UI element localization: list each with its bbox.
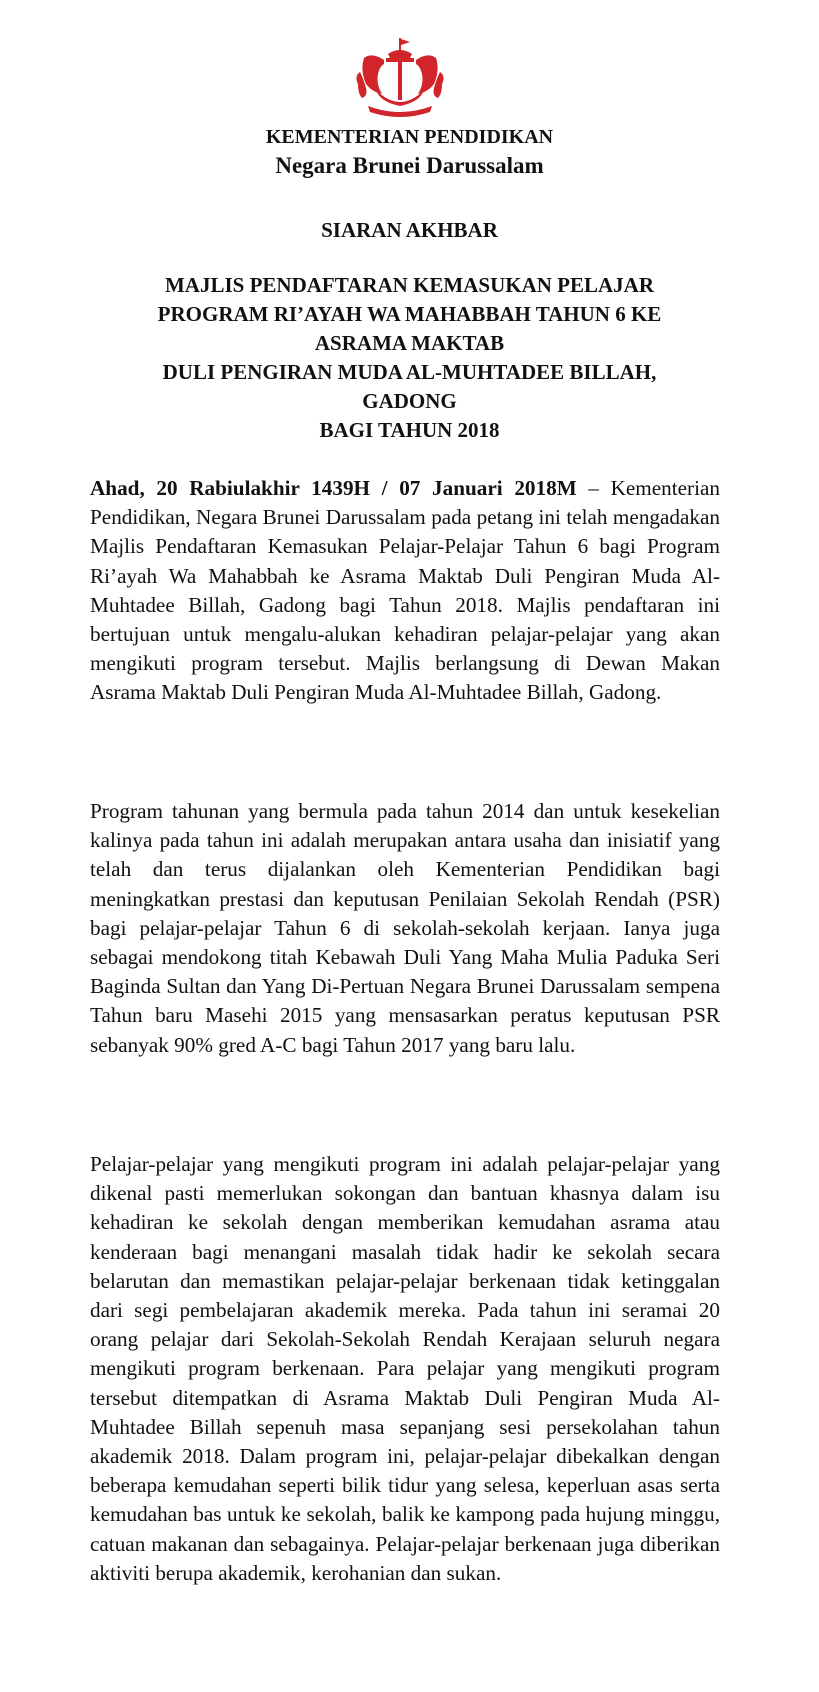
country-name: Negara Brunei Darussalam — [275, 153, 544, 178]
ministry-name: KEMENTERIAN PENDIDIKAN — [265, 126, 554, 148]
paragraph-3: Pelajar-pelajar yang mengikuti program ini adalah pelajar-pelajar yang dikenal pasti memerlukan sokongan dan bantuan khasnya dalam isu kehadiran ke sekolah dengan memberikan kemudahan asrama atau kenderaan bagi menangani masalah tidak hadir ke sekolah secara belarutan dan memastikan pelajar-pelajar berkenaan tidak ketinggalan dari segi pembelajaran akademik mereka. Pada tahun ini seramai 20 orang pelajar dari Sekolah-Sekolah Rendah Kerajaan seluruh negara mengikuti program berkenaan. Para pelajar yang mengikuti program tersebut ditempatkan di Asrama Maktab Duli Pengiran Muda Al-Muhtadee Billah sepenuh masa sepanjang sesi persekolahan tahun akademik 2018. Dalam program ini, pelajar-pelajar dibekalkan dengan beberapa kemudahan seperti bilik tidur yang selesa, keperluan asas serta kemudahan bas untuk ke sekolah, balik ke kampong pada hujung minggu, catuan makanan dan sebagainya. Pelajar-pelajar berkenaan juga diberikan aktiviti berupa akademik, kerohanian dan sukan. — [90, 1152, 720, 1585]
headline-line: PROGRAM RI’AYAH WA MAHABBAH TAHUN 6 KE — [157, 302, 662, 326]
paragraph-2: Program tahunan yang bermula pada tahun 2014 dan untuk kesekelian kalinya pada tahun ini adalah merupakan antara usaha dan inisiatif yang telah dan terus dijalankan oleh Kementerian Pendidikan bagi meningkatkan prestasi dan keputusan Penilaian Sekolah Rendah (PSR) bagi pelajar-pelajar Tahun 6 di sekolah-sekolah kerjaan. Ianya juga sebagai mendokong titah Kebawah Duli Yang Maha Mulia Paduka Seri Baginda Sultan dan Yang Di-Pertuan Negara Brunei Darussalam sempena Tahun baru Masehi 2015 yang mensasarkan peratus keputusan PSR sebanyak 90% gred A-C bagi Tahun 2017 yang baru lalu. — [90, 799, 720, 1057]
document-type-label: SIARAN AKHBAR — [321, 218, 498, 242]
paragraph-1 — [90, 474, 720, 708]
brunei-crest-icon — [350, 36, 450, 120]
press-release-headline — [0, 271, 819, 445]
headline-line: DULI PENGIRAN MUDA AL-MUHTADEE BILLAH, — [162, 360, 657, 384]
dateline: Ahad, 20 Rabiulakhir 1439H / 07 Januari 2018M — [90, 476, 577, 500]
headline-line: ASRAMA MAKTAB — [314, 331, 505, 355]
headline-line: BAGI TAHUN 2018 — [319, 418, 500, 442]
headline-line: MAJLIS PENDAFTARAN KEMASUKAN PELAJAR — [164, 273, 655, 297]
paragraph-1-text: – Kementerian Pendidikan, Negara Brunei Darussalam pada petang ini telah mengadakan Majlis Pendaftaran Kemasukan Pelajar-Pelajar Tahun 6 bagi Program Ri’ayah Wa Mahabbah ke Asrama Maktab Duli Pengiran Muda Al-Muhtadee Billah, Gadong bagi Tahun 2018. Majlis pendaftaran ini bertujuan untuk mengalu-alukan kehadiran pelajar-pelajar yang akan mengikuti program tersebut. Majlis berlangsung di Dewan Makan Asrama Maktab Duli Pengiran Muda Al-Muhtadee Billah, Gadong. — [90, 476, 720, 705]
headline-line: GADONG — [362, 389, 457, 413]
